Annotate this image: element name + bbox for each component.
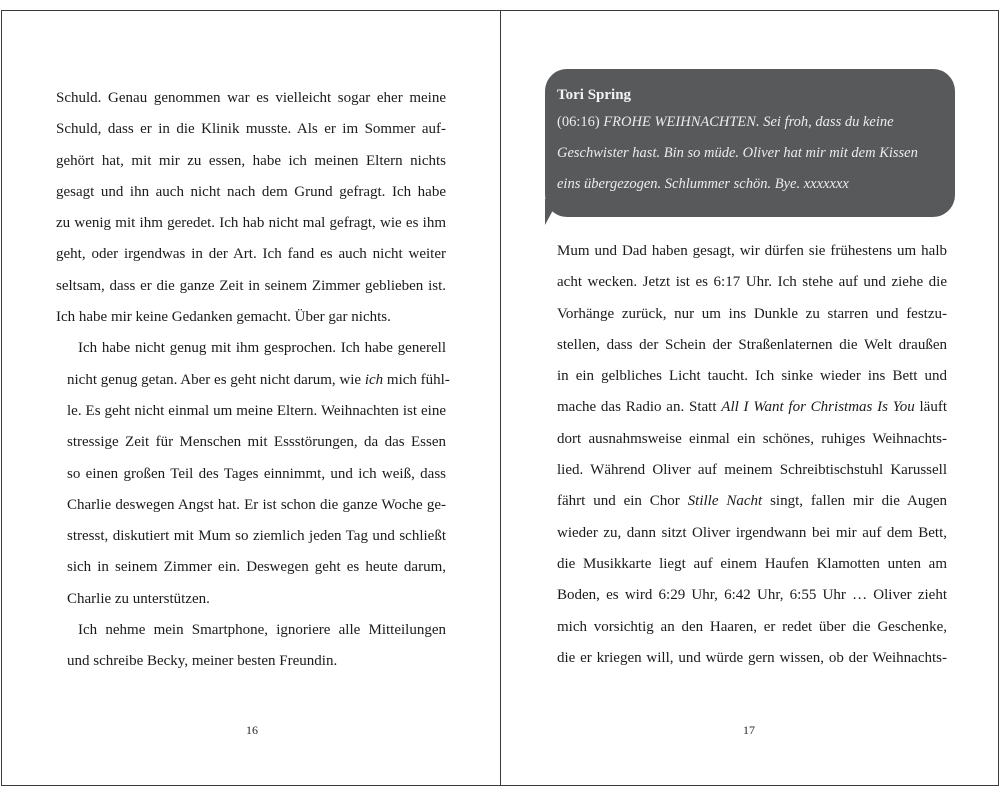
book-spread (1, 10, 999, 786)
message-bubble-tail (545, 199, 559, 225)
text-line: Ich nehme mein Smartphone, ignoriere alle Mitteilungen (78, 622, 446, 639)
italic-word: ich (364, 371, 384, 388)
text-line: und schreibe Becky, meiner besten Freundin. (67, 653, 338, 670)
text-line: Schuld. Genau genommen war es vielleicht sogar eher meine (56, 90, 446, 106)
paragraph (56, 83, 446, 333)
text-line: Boden, es wird 6:29 Uhr, 6:42 Uhr, 6:55 Uhr … Oliver zieht (557, 587, 947, 604)
message-bubble (545, 69, 955, 217)
paragraph (557, 236, 947, 674)
message-line: Geschwister hast. Bin so müde. Oliver hat mir mit dem Kissen (557, 145, 918, 161)
text-line: die Musikkarte liegt auf einem Haufen Klamotten unten am (557, 555, 947, 572)
text-line: acht wecken. Jetzt ist es 6:17 Uhr. Ich stehe auf und ziehe die (557, 274, 947, 291)
text-line: gesagt und ihn auch nicht nach dem Grund gefragt. Ich habe (56, 183, 446, 200)
right-page-text (557, 236, 947, 674)
text-line: Mum und Dad haben gesagt, wir dürfen sie frühestens um halb (557, 243, 947, 259)
text-line (557, 392, 947, 423)
message-text (557, 107, 943, 200)
text-line: Charlie deswegen Angst hat. Er ist schon die ganze Woche ge- (67, 496, 446, 513)
right-page (501, 11, 998, 785)
text-line: stellen, dass der Schein der Straßenlaternen die Welt draußen (557, 336, 947, 353)
text-line: le. Es geht nicht einmal um meine Eltern. Weihnachten ist eine (67, 402, 446, 419)
text-run: mache das Radio an. Statt (557, 399, 722, 416)
text-line: Ich habe mir keine Gedanken gemacht. Über gar nichts. (56, 309, 391, 326)
text-line: geht, oder irgendwas in der Art. Ich fand es auch nicht weiter (56, 246, 446, 263)
text-line: stressige Zeit für Menschen mit Essstörungen, da das Essen (67, 434, 446, 451)
text-line: dort ausnahmsweise einmal ein schönes, ruhiges Weihnachts- (557, 430, 947, 447)
message-time: (06:16) (557, 114, 600, 130)
song-title: Stille Nacht (687, 493, 763, 510)
song-title: All I Want for Christmas Is You (721, 399, 915, 416)
text-line: Vorhänge zurück, nur um ins Dunkle zu starren und festzu- (557, 305, 947, 322)
text-line: die er kriegen will, und würde gern wissen, ob der Weihnachts- (557, 649, 947, 666)
text-line: wieder zu, dann sitzt Oliver irgendwann bei mir auf dem Bett, (557, 524, 947, 541)
text-line (56, 365, 450, 396)
text-line: sich in seinem Zimmer ein. Deswegen geht es heute darum, (67, 559, 446, 576)
text-line: gehört hat, mit mir zu essen, habe ich meinen Eltern nichts (56, 152, 446, 169)
text-line: Schuld, dass er in die Klinik musste. Als er im Sommer auf- (56, 121, 446, 138)
text-line: stresst, diskutiert mit Mum so ziemlich jeden Tag und schließt (67, 528, 446, 545)
text-run: mich fühl- (383, 371, 450, 388)
paragraph (56, 615, 446, 678)
text-run: läuft (914, 399, 947, 416)
text-line (557, 486, 947, 517)
text-line: seltsam, dass er die ganze Zeit in seinem Zimmer geblieben ist. (56, 277, 446, 294)
message-sender: Tori Spring (557, 87, 632, 103)
text-run: nicht genug getan. Aber es geht nicht darum, wie (67, 371, 365, 388)
text-line: lied. Während Oliver auf meinem Schreibtischstuhl Karussell (557, 462, 947, 479)
text-line: in ein gelbliches Licht taucht. Ich sinke wieder ins Bett und (557, 368, 947, 385)
text-run: singt, fallen mir die Augen (762, 493, 948, 510)
page-number: 17 (743, 723, 755, 737)
page-number: 16 (246, 723, 258, 737)
message-line (557, 107, 943, 138)
text-line: so einen großen Teil des Tages einnimmt, und ich weiß, dass (67, 465, 446, 482)
text-line: mich vorsichtig an den Haaren, er redet über die Geschenke, (557, 618, 947, 635)
left-page-text (56, 83, 450, 678)
text-line: Ich habe nicht genug mit ihm gesprochen. Ich habe generell (78, 340, 446, 357)
text-run: fährt und ein Chor (557, 493, 688, 510)
paragraph (56, 333, 450, 615)
left-page (2, 11, 501, 785)
message-line-text: FROHE WEIHNACHTEN. Sei froh, dass du keine (603, 114, 894, 130)
text-line: zu wenig mit ihm geredet. Ich hab nicht mal gefragt, wie es ihm (56, 215, 446, 232)
text-line: Charlie zu unterstützen. (67, 590, 210, 607)
message-line: eins übergezogen. Schlummer schön. Bye. xxxxxxx (557, 176, 849, 192)
